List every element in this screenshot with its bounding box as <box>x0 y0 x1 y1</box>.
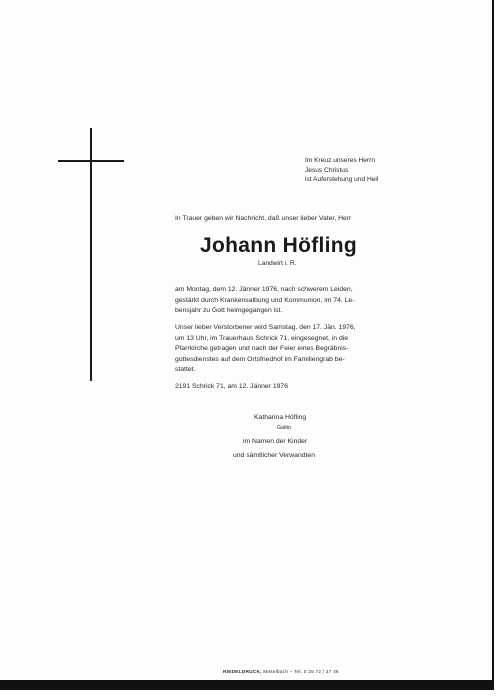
paragraph-line: gestärkt durch Krankensalbung und Kommunion, im 74. Le- <box>175 296 355 304</box>
intro-text: In Trauer geben wir Nachricht, daß unser lieber Vater, Herr <box>175 215 352 222</box>
relatives-line: und sämtlicher Verwandten <box>233 452 315 459</box>
paragraph-line: bensjahr zu Gott heimgegangen ist. <box>175 307 283 314</box>
printer-name: RIEDELDRUCK, <box>223 670 262 675</box>
printer-phone: – Tel. 0 25 72 / 37 46 <box>289 670 339 675</box>
funeral-details-paragraph <box>175 323 356 376</box>
printer-imprint <box>223 670 339 675</box>
paragraph-line: Pfarrkirche getragen und nach der Feier eines Begräbnis- <box>175 345 349 352</box>
cross-icon-vertical-bar <box>90 128 92 381</box>
widow-role: Gattin <box>277 425 291 431</box>
widow-name: Katharina Höfling <box>254 414 307 421</box>
quote-line: Im Kreuz unseres Herrn <box>305 157 375 164</box>
printer-place: Mistelbach <box>263 670 289 675</box>
paragraph-line: gottesdienstes auf dem Ortsfriedhof im Familiengrab be- <box>175 355 345 363</box>
death-notice-paragraph <box>175 285 355 317</box>
quote-line: ist Auferstehung und Heil <box>305 176 379 184</box>
paragraph-line: Unser lieber Verstorbener wird Samstag, den 17. Jän. 1976, <box>175 324 356 331</box>
deceased-profession: Landwirt i. R. <box>258 260 297 267</box>
place-date: 2191 Schrick 71, am 12. Jänner 1976 <box>175 383 288 390</box>
paragraph-line: um 13 Uhr, im Trauerhaus Schrick 71, eingesegnet, in die <box>175 334 349 342</box>
quote-line: Jesus Christus <box>305 166 349 174</box>
children-line: im Namen der Kinder <box>243 438 308 445</box>
paragraph-line: stattet. <box>175 366 196 373</box>
paragraph-line: am Montag, dem 12. Jänner 1976, nach schwerem Leiden, <box>175 286 353 293</box>
cross-icon-horizontal-bar <box>58 160 124 162</box>
bible-quote <box>305 156 378 185</box>
deceased-name: Johann Höfling <box>200 234 358 257</box>
